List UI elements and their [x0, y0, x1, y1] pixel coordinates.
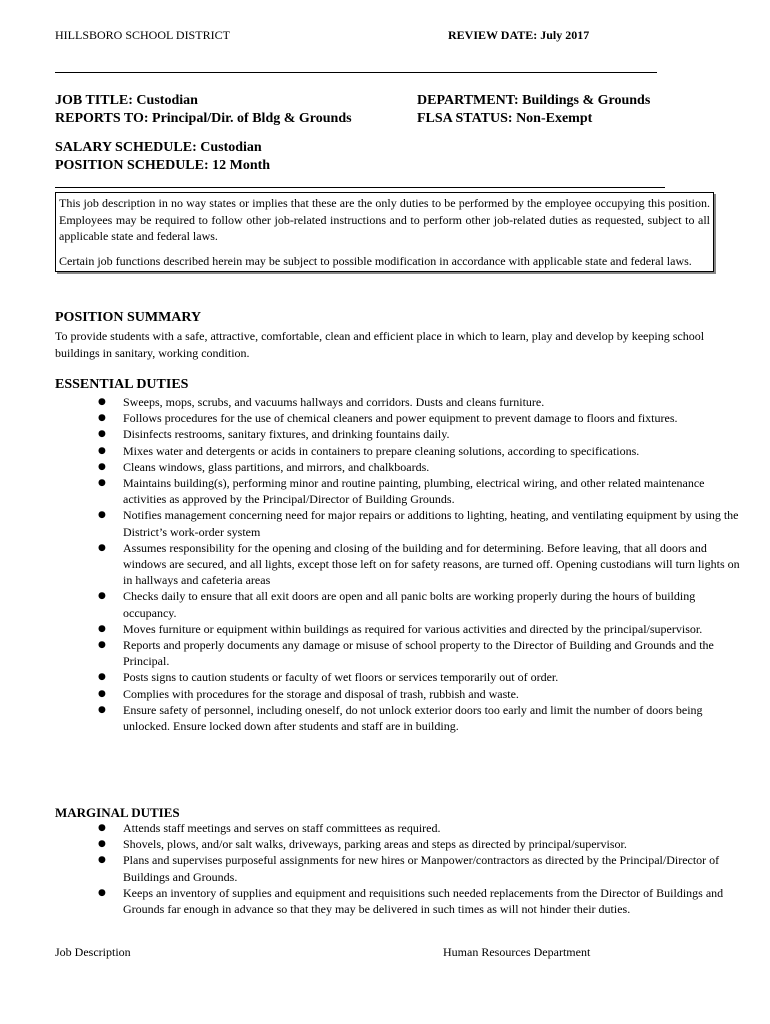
schedule-meta [55, 139, 270, 175]
reports-to: REPORTS TO: Principal/Dir. of Bldg & Grounds [55, 111, 352, 126]
position-summary-text: To provide students with a safe, attractive, comfortable, clean and efficient place in which to learn, play and develop by keeping school buildings in sanitary, working condition. [55, 329, 705, 360]
list-item: ● Reports and properly documents any damage or misuse of school property to the Director of Building and Grounds and the Principal. [123, 637, 743, 669]
list-item: ● Plans and supervises purposeful assignments for new hires or Manpower/contractors as directed by the Principal/Director of Buildings and Grounds. [123, 852, 743, 884]
review-date: REVIEW DATE: July 2017 [448, 28, 590, 42]
essential-duties-list [97, 394, 743, 734]
marginal-duties-list [97, 820, 743, 917]
disclaimer-paragraph-2: Certain job functions described herein may be subject to possible modification in accordance with applicable state and federal laws. [59, 253, 692, 268]
disclaimer-paragraph-1: This job description in no way states or implies that these are the only duties to be performed by the employee occupying this position. Employees may be required to follow other job-related instructions and to perform other job-related duties as requested, subject to all applicable state and federal laws. [59, 196, 710, 243]
list-item: ● Maintains building(s), performing minor and routine painting, plumbing, electrical wiring, and other related maintenance activities as approved by the Principal/Director of Building Grounds. [123, 475, 743, 507]
job-title: JOB TITLE: Custodian [55, 93, 198, 108]
disclaimer-box [55, 192, 714, 272]
list-item: ● Ensure safety of personnel, including oneself, do not unlock exterior doors too early and limit the number of doors being unlocked. Ensure locked down after students and staff are in building. [123, 702, 743, 734]
list-item: ● Disinfects restrooms, sanitary fixtures, and drinking fountains daily. [123, 426, 743, 442]
list-item: ● Follows procedures for the use of chemical cleaners and power equipment to prevent damage to floors and fixtures. [123, 410, 743, 426]
footer-right: Human Resources Department [443, 945, 591, 959]
list-item: ● Complies with procedures for the storage and disposal of trash, rubbish and waste. [123, 686, 743, 702]
job-meta-left [55, 92, 352, 128]
marginal-duties-heading: MARGINAL DUTIES [55, 805, 180, 820]
list-item: ● Cleans windows, glass partitions, and mirrors, and chalkboards. [123, 459, 743, 475]
department: DEPARTMENT: Buildings & Grounds [417, 93, 651, 108]
job-meta-right [417, 92, 650, 128]
list-item: ● Keeps an inventory of supplies and equipment and requisitions such needed replacements from the Director of Buildings and Grounds far enough in advance so that they may be delivered in such times as will not hinder their duties. [123, 885, 743, 917]
footer-left: Job Description [55, 945, 131, 959]
list-item: ● Attends staff meetings and serves on staff committees as required. [123, 820, 743, 836]
position-summary-heading: POSITION SUMMARY [55, 310, 202, 325]
meta-rule [55, 187, 665, 188]
flsa-status: FLSA STATUS: Non-Exempt [417, 111, 593, 126]
list-item: ● Posts signs to caution students or faculty of wet floors or services temporarily out of order. [123, 669, 743, 685]
list-item: ● Assumes responsibility for the opening and closing of the building and for determining. Before leaving, that all doors and windows are secured, and all lights, except those left on for safety reasons, are turned off. Opening custodians will turn lights on in hallways and cafeteria areas [123, 540, 743, 589]
list-item: ● Checks daily to ensure that all exit doors are open and all panic bolts are working properly during the hours of building occupancy. [123, 588, 743, 620]
header-rule [55, 72, 657, 73]
salary-schedule: SALARY SCHEDULE: Custodian [55, 140, 262, 155]
district-name: HILLSBORO SCHOOL DISTRICT [55, 28, 230, 42]
position-schedule: POSITION SCHEDULE: 12 Month [55, 158, 271, 173]
list-item: ● Notifies management concerning need for major repairs or additions to lighting, heating, and ventilating equipment by using the District’s work-order system [123, 507, 743, 539]
list-item: ● Moves furniture or equipment within buildings as required for various activities and directed by the principal/supervisor. [123, 621, 743, 637]
list-item: ● Shovels, plows, and/or salt walks, driveways, parking areas and steps as directed by principal/supervisor. [123, 836, 743, 852]
list-item: ● Mixes water and detergents or acids in containers to prepare cleaning solutions, according to specifications. [123, 443, 743, 459]
list-item: ● Sweeps, mops, scrubs, and vacuums hallways and corridors. Dusts and cleans furniture. [123, 394, 743, 410]
essential-duties-heading: ESSENTIAL DUTIES [55, 377, 189, 392]
